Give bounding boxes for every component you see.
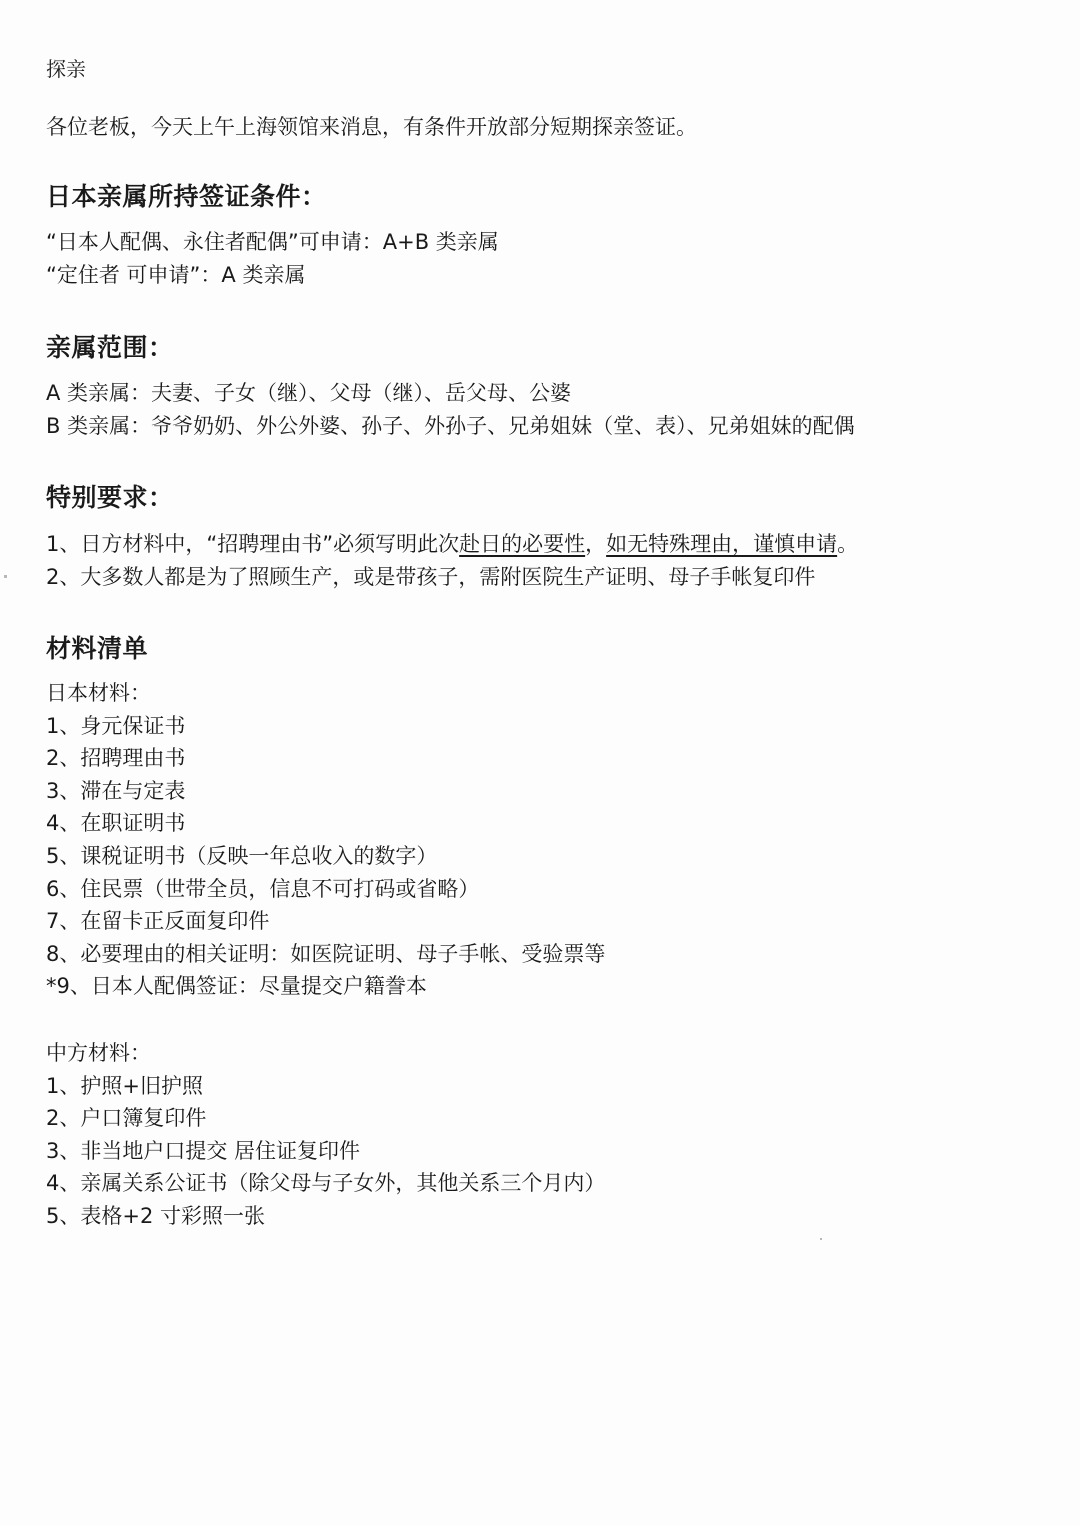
- material-item: *9、日本人配偶签证：尽量提交户籍誊本: [46, 974, 427, 999]
- intro-text: 各位老板，今天上午上海领馆来消息，有条件开放部分短期探亲签证。: [46, 115, 697, 139]
- visa-condition-line: “定住者 可申请”：A 类亲属: [46, 262, 306, 287]
- material-item: 1、护照+旧护照: [46, 1073, 203, 1098]
- japan-materials: [46, 677, 605, 1003]
- requirement-line-1: [46, 528, 858, 561]
- requirement-text: 1、日方材料中，“招聘理由书”必须写明此次: [46, 532, 460, 556]
- material-item: 5、课税证明书（反映一年总收入的数字）: [46, 843, 438, 868]
- underlined-phrase: 赴日的必要性: [459, 532, 586, 556]
- requirement-text: 。: [837, 532, 859, 556]
- material-item: 6、住民票（世带全员，信息不可打码或省略）: [46, 876, 480, 901]
- material-item: 8、必要理由的相关证明：如医院证明、母子手帐、受验票等: [46, 941, 606, 966]
- china-materials-label: 中方材料：: [46, 1041, 151, 1065]
- material-item: 7、在留卡正反面复印件: [46, 909, 270, 934]
- japan-materials-label: 日本材料：: [46, 681, 151, 705]
- material-item: 5、表格+2 寸彩照一张: [46, 1203, 265, 1228]
- material-item: 2、招聘理由书: [46, 746, 186, 771]
- material-item: 3、滞在与定表: [46, 778, 186, 803]
- requirement-line-2: 2、大多数人都是为了照顾生产，或是带孩子，需附医院生产证明、母子手帐复印件: [46, 564, 816, 589]
- special-requirements-list: [46, 528, 858, 593]
- material-item: 1、身元保证书: [46, 713, 186, 738]
- china-materials: [46, 1037, 605, 1233]
- section-heading-relative-scope: 亲属范围：: [46, 333, 174, 362]
- visa-condition-line: “日本人配偶、永住者配偶”可申请：A+B 类亲属: [46, 230, 499, 254]
- relative-scope-list: [46, 377, 855, 442]
- section-heading-special-requirements: 特别要求：: [46, 483, 174, 512]
- material-item: 4、在职证明书: [46, 811, 186, 836]
- scan-speck: [4, 575, 7, 578]
- requirement-text: ，: [585, 532, 607, 556]
- scan-speck: [820, 1238, 822, 1240]
- section-heading-materials-list: 材料清单: [46, 634, 149, 663]
- relative-scope-line: B 类亲属：爷爷奶奶、外公外婆、孙子、外孙子、兄弟姐妹（堂、表）、兄弟姐妹的配偶: [46, 413, 855, 438]
- material-item: 3、非当地户口提交 居住证复印件: [46, 1138, 361, 1163]
- relative-scope-line: A 类亲属：夫妻、子女（继）、父母（继）、岳父母、公婆: [46, 381, 572, 405]
- doc-tag: 探亲: [46, 57, 86, 81]
- underlined-phrase: 如无特殊理由，谨慎申请: [606, 532, 838, 556]
- visa-conditions-list: [46, 226, 499, 291]
- material-item: 4、亲属关系公证书（除父母与子女外，其他关系三个月内）: [46, 1171, 606, 1196]
- material-item: 2、户口簿复印件: [46, 1106, 207, 1131]
- section-heading-visa-conditions: 日本亲属所持签证条件：: [46, 182, 327, 211]
